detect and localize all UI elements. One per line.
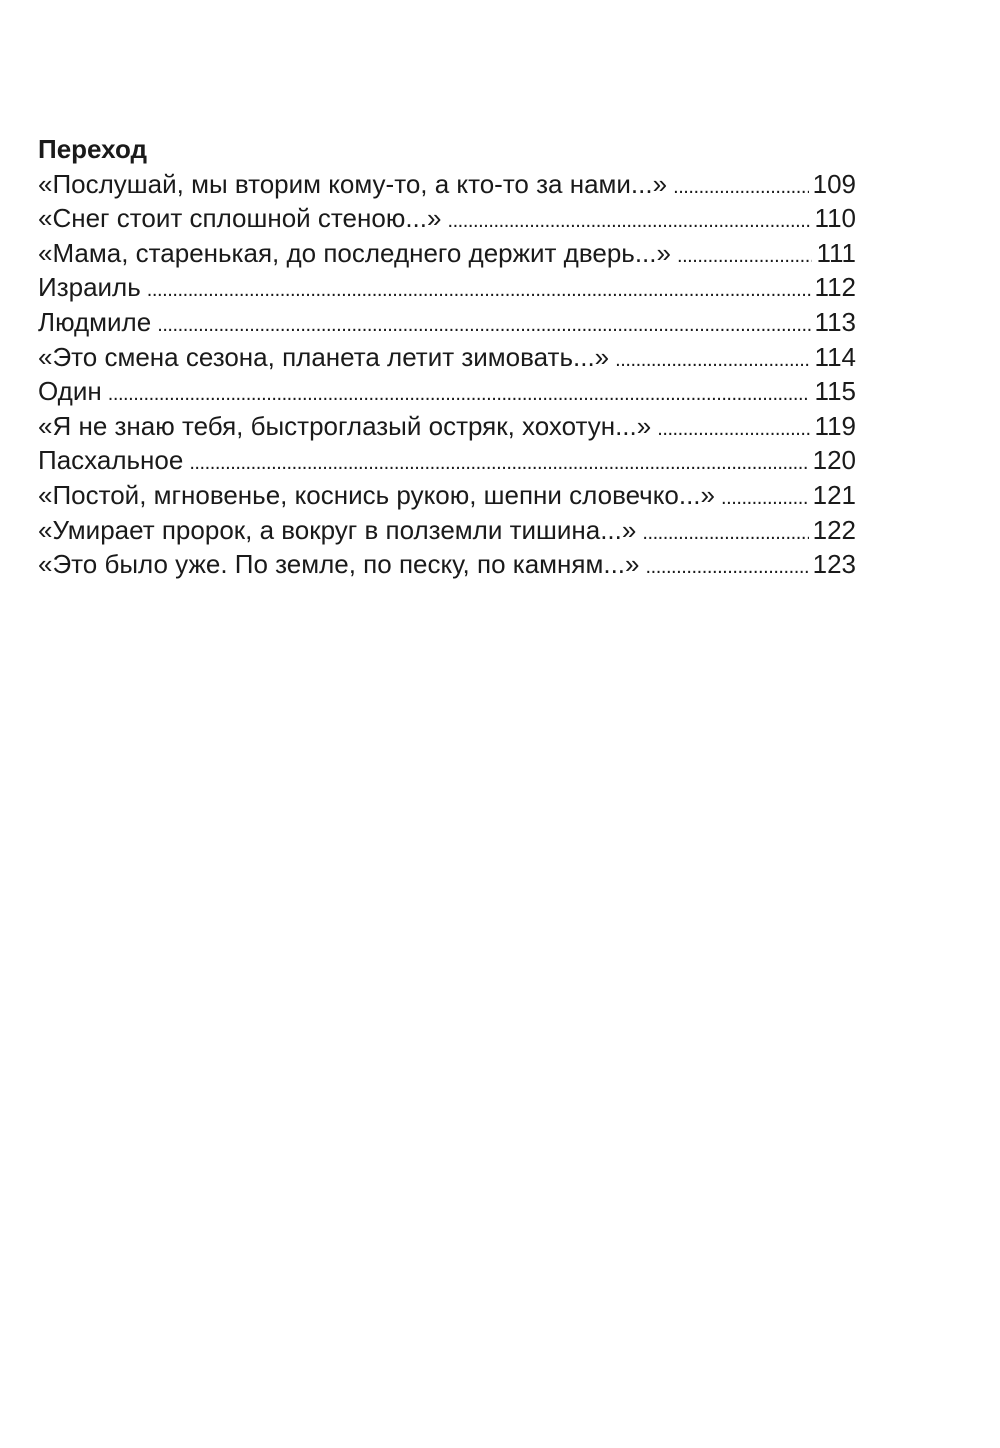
toc-entry-title: «Снег стоит сплошной стеною...» [38,203,442,234]
toc-entry [38,478,856,513]
dot-leader [447,201,810,239]
toc-entry [38,167,856,202]
toc-entry-title: «Я не знаю тебя, быстроглазый остряк, хохотун...» [38,410,652,441]
dot-leader [108,374,811,412]
toc-entry [38,409,856,444]
dot-leader [677,236,813,274]
dot-leader [147,270,811,308]
dot-leader [615,340,810,378]
toc-entry-title: «Это смена сезона, планета летит зимовать...» [38,341,610,372]
toc-entry-page: 112 [814,272,856,303]
toc-entry-title: Людмиле [38,306,152,337]
toc-entry [38,305,856,340]
toc-entry-title: «Это было уже. По земле, по песку, по камням...» [38,549,640,580]
toc-entry-page: 120 [812,445,856,476]
toc-entry-page: 113 [814,306,856,337]
toc-entry-page: 122 [812,514,856,545]
toc-entry-title: Пасхальное [38,445,184,476]
table-of-contents [38,132,856,582]
dot-leader [657,409,810,447]
toc-entry-page: 121 [812,479,856,510]
toc-entry-title: «Постой, мгновенье, коснись рукою, шепни словечко...» [38,479,715,510]
dot-leader [189,443,808,481]
toc-entry-title: «Умирает пророк, а вокруг в полземли тишина...» [38,514,637,545]
section-title: Переход [38,134,148,164]
dot-leader [721,478,809,516]
toc-entry-page: 115 [814,376,856,407]
toc-entry-title: Израиль [38,272,141,303]
toc-entry-title: Один [38,376,102,407]
toc-entry [38,270,856,305]
toc-entry-page: 123 [812,549,856,580]
toc-entry-page: 119 [814,410,856,441]
dot-leader [157,305,810,343]
dot-leader [645,547,808,585]
toc-entry-page: 109 [812,168,856,199]
dot-leader [642,513,808,551]
dot-leader [673,167,809,205]
toc-entry [38,340,856,375]
toc-entry-page: 110 [814,203,856,234]
toc-entry [38,547,856,582]
toc-entry-title: «Послушай, мы вторим кому-то, а кто-то за нами...» [38,168,668,199]
toc-entry-page: 111 [816,237,856,268]
toc-entry [38,513,856,548]
toc-entry [38,201,856,236]
toc-entry-page: 114 [814,341,856,372]
toc-entry-title: «Мама, старенькая, до последнего держит дверь...» [38,237,671,268]
toc-entry [38,374,856,409]
toc-entry [38,443,856,478]
toc-entry [38,236,856,271]
